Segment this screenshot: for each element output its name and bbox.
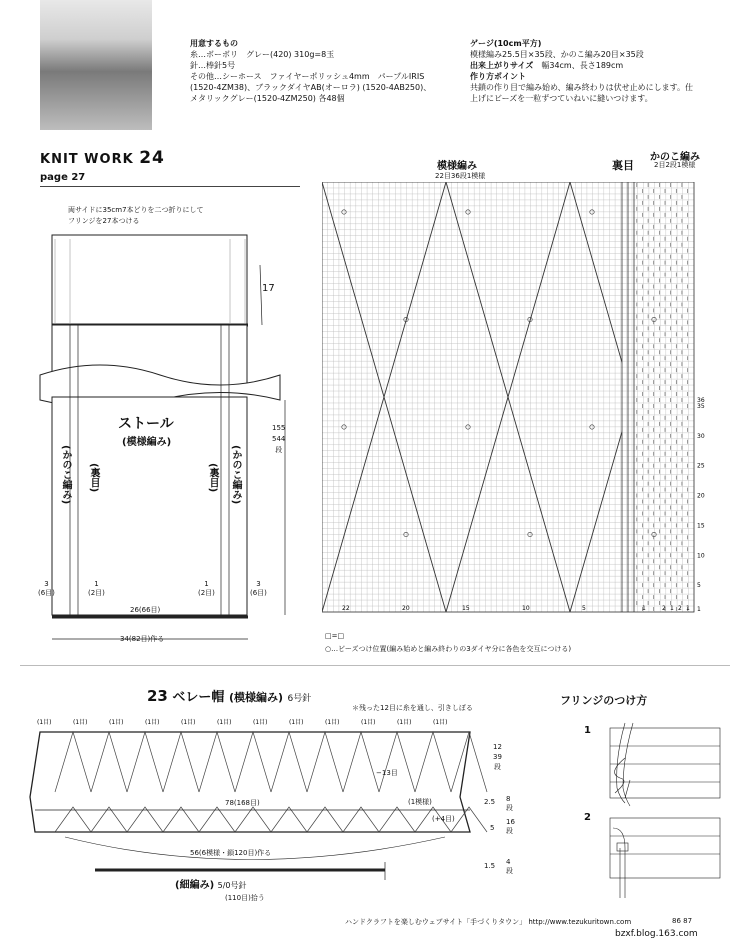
knit-work-label: KNIT WORK xyxy=(40,152,134,167)
beret-needle: 6号針 xyxy=(287,694,312,704)
chart-kanoko-label: かのこ編み xyxy=(650,152,700,163)
stole-length-rows: 544 xyxy=(272,435,286,443)
stole-fringe-top xyxy=(52,235,247,325)
dim: 39 xyxy=(493,753,502,761)
beret-top-count: (1目) xyxy=(145,719,160,726)
chart-col-number: 15 xyxy=(462,605,470,612)
page-ref: page 27 xyxy=(40,172,86,183)
points-line: 上げにビーズを一粒ずつていねいに縫いつけます。 xyxy=(470,94,653,103)
beret-top-count: (1目) xyxy=(253,719,268,726)
beret-band-label xyxy=(175,876,247,891)
beret-dim-15: 1.5 xyxy=(484,862,496,870)
stole-side-right-inner: (裏目) xyxy=(207,463,218,493)
beret-top-count: (1目) xyxy=(109,719,124,726)
materials-line: 針…棒針5号 xyxy=(190,61,236,70)
dim: 4 xyxy=(506,858,511,866)
dim: 段 xyxy=(506,827,513,835)
beret-dim-5: 5 xyxy=(490,824,495,832)
section-divider xyxy=(20,665,730,666)
dim: 16 xyxy=(506,818,515,826)
gauge-title: ゲージ(10cm平方) xyxy=(470,39,542,48)
beret-dim-25: 2.5 xyxy=(484,798,496,806)
edge-val: (6目) xyxy=(38,589,55,597)
edge-val: 1 xyxy=(94,580,99,588)
chart-ura-label: 裏目 xyxy=(612,159,634,172)
beret-dim-top xyxy=(493,742,502,772)
chart-col-number: 1 xyxy=(686,605,690,612)
footer-site: ハンドクラフトを楽しむウェブサイト「手づくりタウン」 http://www.tezukuritown.com xyxy=(345,918,632,926)
size-title: 出来上がりサイズ xyxy=(470,61,534,70)
chart-row-number: 25 xyxy=(697,462,705,470)
chart-col-number: 1 xyxy=(670,605,674,612)
dim: 段 xyxy=(506,867,513,875)
chart-legend: □=□ xyxy=(325,632,345,640)
stole-center-width: 26(66目) xyxy=(130,606,161,614)
edge-val: 1 xyxy=(204,580,209,588)
chart-row-number: 20 xyxy=(697,492,705,500)
edge-val: (6目) xyxy=(250,589,267,597)
stitch-chart xyxy=(322,182,732,622)
band-label: (細編み) xyxy=(175,880,215,891)
beret-title xyxy=(147,686,311,705)
beret-top-count: (1目) xyxy=(433,719,448,726)
beret-band-pickup: (110目)拾う xyxy=(225,894,265,902)
beret-circumference: 78(168目) xyxy=(225,799,260,807)
beret-one-repeat: (1模様) xyxy=(408,798,432,806)
fringe-step2: 2 xyxy=(584,812,591,823)
edge-val: 3 xyxy=(44,580,49,588)
points-line: 共鎖の作り目で編み始め、編み終わりは伏せ止めにします。仕 xyxy=(470,83,694,92)
fringe-diagram xyxy=(595,718,740,903)
size-text: 幅34cm、長さ189cm xyxy=(541,61,624,70)
stole-subtitle: (模様編み) xyxy=(122,437,172,448)
fringe-length: 17 xyxy=(262,283,275,294)
dim: 8 xyxy=(506,795,511,803)
beret-plus-four: (+4目) xyxy=(432,815,455,823)
chart-row-number: 35 xyxy=(697,402,705,410)
stole-side-right-outer: (かのこ編み) xyxy=(230,445,241,505)
stole-title: ストール xyxy=(118,416,174,432)
beret-dec-note: −13目 xyxy=(376,769,398,777)
beret-top-count: (1目) xyxy=(37,719,52,726)
materials-block xyxy=(190,38,450,104)
chart-kanoko-repeat: 2目2段1模様 xyxy=(654,161,696,169)
beret-top-count: (1目) xyxy=(361,719,376,726)
stole-cast-on: 34(82目)作る xyxy=(120,635,165,643)
chart-row-number: 15 xyxy=(697,522,705,530)
beret-top-count: (1目) xyxy=(289,719,304,726)
dim: 12 xyxy=(493,743,502,751)
knit-work-number: 24 xyxy=(139,148,165,168)
chart-pattern-label: 模様編み xyxy=(437,161,477,172)
edge-left-a xyxy=(38,580,55,598)
points-title: 作り方ポイント xyxy=(470,72,526,81)
stole-length-cm: 155 xyxy=(272,424,286,432)
chart-row-number: 30 xyxy=(697,432,705,440)
materials-line: メタリックグレー(1520-4ZM250) 各48個 xyxy=(190,94,345,103)
footer-pages: 86 87 xyxy=(672,917,693,925)
chart-bead-note: ○…ビーズつけ位置(編み始めと編み終わりの3ダイヤ分に各色を交互につける) xyxy=(325,645,572,653)
dim: 段 xyxy=(506,804,513,812)
stole-note-line: 両サイドに35cm7本どりを二つ折りにして xyxy=(68,206,204,214)
edge-left-b xyxy=(88,580,105,598)
edge-val: (2目) xyxy=(198,589,215,597)
chart-col-number: 22 xyxy=(342,605,350,612)
knit-work-title xyxy=(40,148,165,168)
beret-top-count: (1目) xyxy=(73,719,88,726)
beret-subtitle: (模様編み) xyxy=(228,691,284,704)
stole-length-unit: 段 xyxy=(275,446,283,454)
chart-col-number: 1 xyxy=(642,605,646,612)
beret-top-count: (1目) xyxy=(217,719,232,726)
edge-val: 3 xyxy=(256,580,261,588)
materials-line: 糸…ボーボリ グレー(420) 310g=8玉 xyxy=(190,50,335,59)
chart-row-number: 5 xyxy=(697,582,701,590)
beret-number: 23 xyxy=(147,687,168,705)
edge-val: (2目) xyxy=(88,589,105,597)
stole-side-left-outer: (かのこ編み) xyxy=(60,445,71,505)
beret-dim-4 xyxy=(506,858,513,876)
chart-row-number: 36 xyxy=(697,396,705,404)
gauge-block xyxy=(470,38,740,104)
chart-col-number: 20 xyxy=(402,605,410,612)
beret-band-cast-on: 56(6模様・鎖120目)作る xyxy=(190,849,272,857)
chart-row-number: 10 xyxy=(697,552,705,560)
chart-col-number: 10 xyxy=(522,605,530,612)
chart-pattern-repeat: 22目36段1模様 xyxy=(435,172,486,180)
fringe-title: フリンジのつけ方 xyxy=(560,694,648,707)
gauge-text: 模様編み25.5目×35段、かのこ編み20目×35段 xyxy=(470,50,644,59)
materials-line: その他…シーホース ファイヤーポリッシュ4mm パープルIRIS xyxy=(190,72,425,81)
stole-note xyxy=(68,205,288,227)
materials-title: 用意するもの xyxy=(190,39,238,48)
stole-note-line: フリンジを27本つける xyxy=(68,217,140,225)
chart-col-number: 5 xyxy=(582,605,586,612)
materials-line: (1520-4ZM38)、ブラックダイヤAB(オーロラ) (1520-4AB250)、 xyxy=(190,83,432,92)
footer-watermark: bzxf.blog.163.com xyxy=(615,929,698,939)
stole-side-left-inner: (裏目) xyxy=(88,463,99,493)
beret-top-count: (1目) xyxy=(181,719,196,726)
chart-col-number: 2 xyxy=(678,605,682,612)
title-underline xyxy=(40,186,300,187)
beret-name: ベレー帽 xyxy=(172,690,225,705)
beret-schematic xyxy=(25,712,495,902)
beret-top-note: ＊残った12目に糸を通し、引きしぼる xyxy=(352,704,473,712)
beret-top-count: (1目) xyxy=(397,719,412,726)
edge-right-a xyxy=(250,580,267,598)
edge-right-b xyxy=(198,580,215,598)
stole-length xyxy=(272,423,285,456)
band-needle: 5/0号針 xyxy=(217,881,247,890)
model-photo xyxy=(40,0,152,130)
beret-dim-16 xyxy=(506,818,515,836)
beret-top-count: (1目) xyxy=(325,719,340,726)
fringe-step1: 1 xyxy=(584,725,591,736)
dim: 段 xyxy=(493,763,501,771)
chart-row-number: 1 xyxy=(697,606,701,614)
chart-col-number: 2 xyxy=(662,605,666,612)
beret-dim-8 xyxy=(506,795,513,813)
